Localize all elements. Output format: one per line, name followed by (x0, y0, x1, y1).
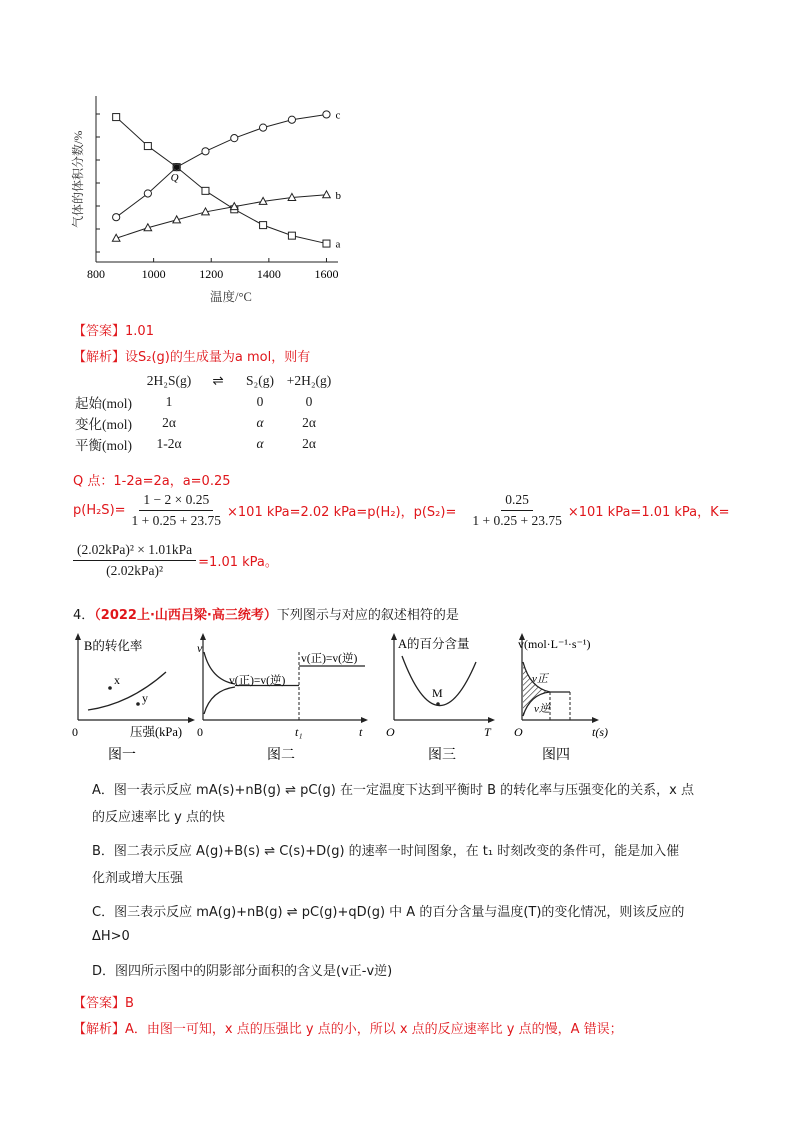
ps2-denominator: 1 + 0.25 + 23.75 (472, 513, 562, 528)
cell: 2α (302, 414, 316, 430)
cell: 2α (302, 435, 316, 451)
analysis-1-intro (73, 346, 310, 365)
answer-value: B (125, 996, 134, 1011)
x-tick-label: 1200 (199, 267, 224, 281)
q-label: Q (170, 172, 179, 185)
x-tick-label: 1600 (314, 267, 339, 281)
analysis-2-line (73, 1018, 623, 1037)
fig3-caption: 图三 (428, 748, 456, 763)
eq-arrow: ⇌ (212, 372, 224, 388)
point-a (288, 232, 295, 239)
figure-2 (195, 632, 375, 767)
point-c (144, 190, 151, 197)
fig3-m-label: M (432, 686, 443, 700)
point-a (323, 240, 330, 247)
point-a (260, 222, 267, 229)
k-denominator: (2.02kPa)² (106, 563, 164, 578)
fig4-origin: O (514, 725, 523, 739)
point-x (108, 686, 112, 690)
option-b-line-2: 化剂或增大压强 (92, 871, 184, 886)
fig1-x-label: x (114, 673, 120, 687)
k-numerator: (2.02kPa)² × 1.01kPa (73, 542, 196, 561)
question-4-stem (73, 604, 459, 623)
chart-axes (96, 96, 341, 262)
ice-row (75, 391, 339, 412)
cell: 2α (162, 414, 176, 430)
row-label: 平衡(mol) (75, 437, 132, 453)
fig1-caption: 图一 (108, 748, 136, 763)
eq-reactant: 2H₂S(g) (146, 372, 192, 388)
eq-product-1: S₂(g) (246, 372, 274, 388)
volume-fraction-chart (60, 88, 350, 313)
ps2-numerator: 0.25 (501, 492, 533, 511)
fig2-ylabel: v (197, 641, 203, 655)
y-axis-label: 气体的体积分数/% (71, 130, 85, 228)
option-c-line-1: C．图三表示反应 mA(g)+nB(g) ⇌ pC(g)+qD(g) 中 A 的百分含量与温度(T)的变化情况，则该反应的 (92, 905, 685, 920)
ph2s-denominator: 1 + 0.25 + 23.75 (131, 513, 222, 528)
answer-1-line (73, 320, 154, 339)
ice-row (75, 412, 339, 433)
point-a (144, 143, 151, 150)
cell: α (256, 414, 264, 430)
point-c (323, 111, 330, 118)
analysis-tag: 【解析】 (73, 1022, 126, 1037)
fig4-caption: 图四 (542, 748, 570, 763)
fig1-ylabel: B的转化率 (84, 639, 143, 653)
series-label-c: c (335, 109, 341, 122)
pressure-line (73, 492, 730, 529)
answer-2-line (73, 992, 134, 1011)
fig4-vfwd: v正 (532, 673, 548, 685)
figure-4 (508, 632, 628, 767)
point-c (113, 214, 120, 221)
ph2s-label: p(H₂S)= (73, 503, 126, 518)
cell: 1-2α (156, 435, 182, 451)
fig2-t: t (359, 725, 363, 739)
answer-tag: 【答案】 (73, 996, 126, 1011)
point-b (323, 191, 331, 198)
k-fraction (73, 542, 196, 579)
ps2-fraction (468, 492, 565, 529)
ph2s-tail: ×101 kPa=2.02 kPa=p(H₂)，p(S₂)= (227, 505, 457, 520)
point-c (231, 135, 238, 142)
x-tick-label: 1400 (256, 267, 281, 281)
question-text: 下列图示与对应的叙述相符的是 (276, 608, 459, 623)
option-b-line-1: B．图二表示反应 A(g)+B(s) ⇌ C(s)+D(g) 的速率一时间图象，在 t₁ 时刻改变的条件可，能是加入催 (92, 844, 680, 859)
k-tail: =1.01 kPa。 (198, 555, 278, 570)
fig3-xlabel: T (484, 725, 491, 739)
row-label: 起始(mol) (75, 395, 132, 411)
series-line-c (116, 114, 326, 217)
point-m (436, 702, 440, 706)
point-q (174, 164, 180, 170)
series-label-a: a (335, 238, 341, 251)
point-y (136, 702, 140, 706)
ph2s-numerator: 1 − 2 × 0.25 (139, 492, 213, 511)
series-label-b: b (335, 189, 341, 202)
fig2-eq1: v(正)=v(逆) (229, 675, 286, 687)
answer-value: 1.01 (125, 324, 154, 339)
fig2-caption: 图二 (267, 748, 295, 763)
option-d-line: D．图四所示图中的阴影部分面积的含义是(v正-v逆) (92, 964, 393, 979)
point-c (202, 148, 209, 155)
fig4-vrev: v逆 (534, 703, 550, 715)
fig3-ylabel: A的百分含量 (398, 637, 470, 651)
fig1-xlabel: 压强(kPa) (130, 725, 183, 739)
question-number: 4． (73, 608, 95, 623)
ph2s-fraction (128, 492, 225, 529)
question-source: （2022上·山西吕梁·高三统考） (94, 608, 277, 623)
fig2-eq2: v(正)=v(逆) (301, 653, 358, 665)
option-c-line-2: ΔH>0 (92, 929, 130, 944)
fig2-origin: 0 (197, 725, 203, 739)
point-c (259, 124, 266, 131)
answer-tag: 【答案】 (73, 324, 126, 339)
equation-row (75, 370, 339, 391)
x-tick-label: 800 (87, 267, 105, 281)
point-a (202, 187, 209, 194)
fig1-origin: 0 (72, 725, 78, 739)
cell: 0 (305, 393, 313, 409)
fig1-y-label: y (142, 691, 148, 705)
analysis-text: A．由图一可知，x 点的压强比 y 点的小，所以 x 点的反应速率比 y 点的慢，A 错误； (125, 1022, 623, 1037)
row-label: 变化(mol) (75, 416, 132, 432)
eq-product-2: +2H₂(g) (286, 372, 332, 388)
ice-table (75, 370, 339, 454)
cell: 0 (256, 393, 264, 409)
option-a-line-2: 的反应速率比 y 点的快 (92, 810, 225, 825)
fig3-origin: O (386, 725, 395, 739)
ps2-tail: ×101 kPa=1.01 kPa，K= (567, 505, 730, 520)
q-point-line: Q 点：1-2a=2a，a=0.25 (73, 474, 231, 489)
point-c (288, 116, 295, 123)
cell: α (256, 435, 264, 451)
point-a (113, 114, 120, 121)
ice-row (75, 433, 339, 454)
figure-1 (70, 632, 195, 767)
k-line (73, 542, 278, 579)
analysis-tag: 【解析】 (73, 350, 126, 365)
fig4-xlabel: t(s) (592, 725, 608, 739)
fig4-ylabel: v(mol·L⁻¹·s⁻¹) (518, 637, 591, 651)
analysis-intro: 设S₂(g)的生成量为a mol，则有 (125, 350, 311, 365)
x-tick-label: 1000 (141, 267, 166, 281)
x-axis-label: 温度/°C (210, 290, 252, 304)
figure-3 (380, 632, 500, 767)
fig2-t1: t₁ (295, 725, 303, 739)
cell: 1 (165, 393, 173, 409)
option-a-line-1: A．图一表示反应 mA(s)+nB(g) ⇌ pC(g) 在一定温度下达到平衡时 B 的转化率与压强变化的关系，x 点 (92, 783, 694, 798)
